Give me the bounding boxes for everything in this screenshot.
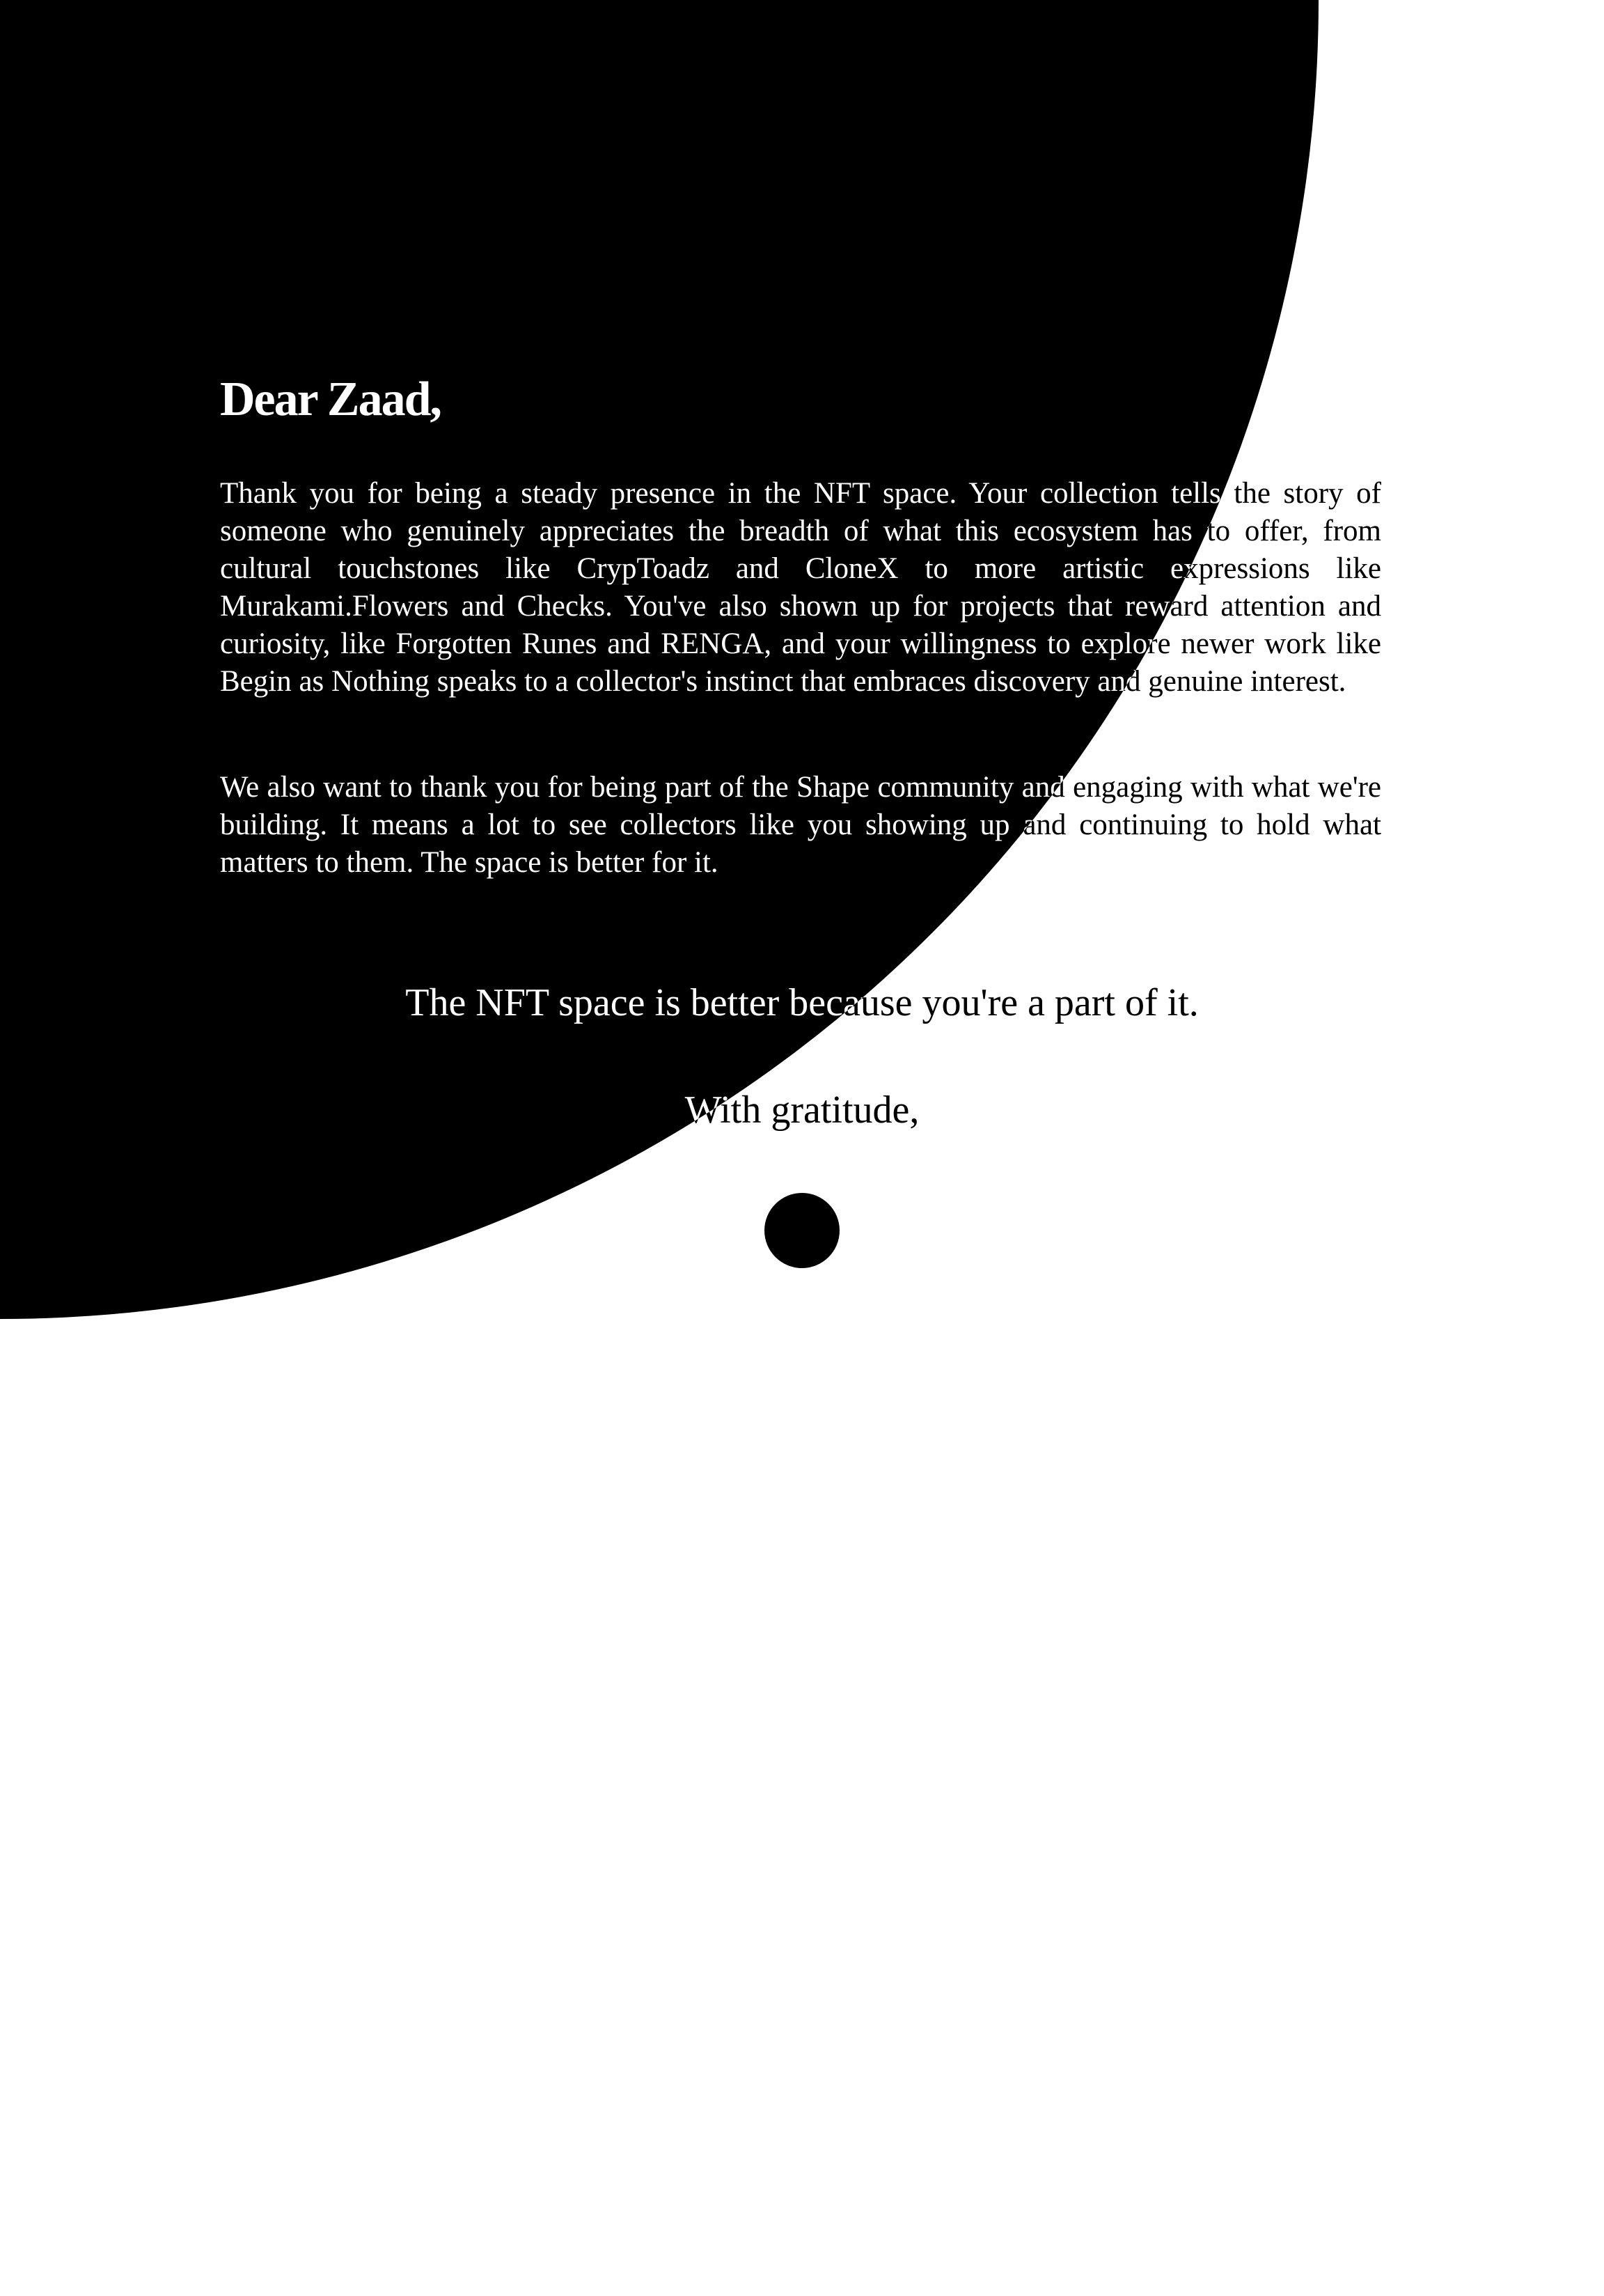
signature-dot-icon	[764, 1193, 840, 1268]
letter-paragraph-collection: Thank you for being a steady presence in the NFT space. Your collection tells the story of someone who genuinely appreciates the breadth of what this ecosystem has to offer, from cultural touchstones like CrypToadz and CloneX to more artistic expressions like Murakami.Flowers and Checks. You've also shown up for projects that reward attention and curiosity, like Forgotten Runes and RENGA, and your willingness to explore newer work like Begin as Nothing speaks to a collector's instinct that embraces discovery and genuine interest.	[220, 477, 1381, 698]
tagline: The NFT space is better because you're a part of it.	[405, 981, 1199, 1024]
greeting-heading: Dear Zaad,	[220, 373, 441, 426]
letter-paragraph-community: We also want to thank you for being part of the Shape community and engaging with what we're building. It means a lot to see collectors like you showing up and continuing to hold what matters to them. The space is better for it.	[220, 771, 1381, 879]
signoff: With gratitude,	[684, 1088, 920, 1132]
